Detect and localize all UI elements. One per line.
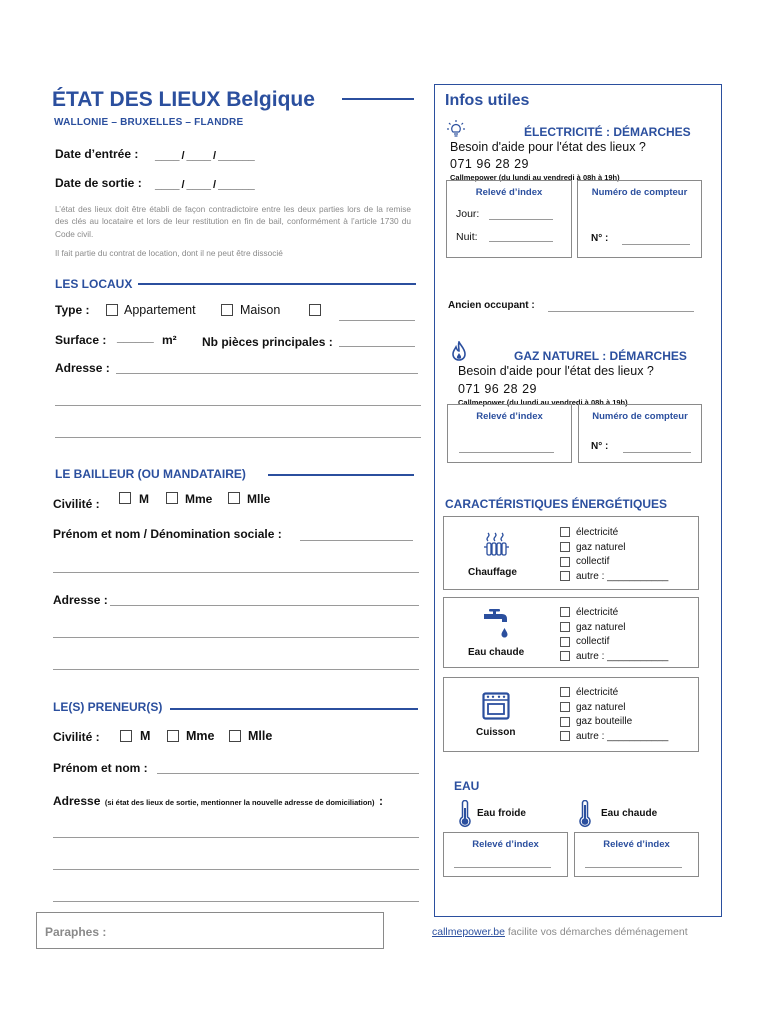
cuisson-opt-bouteille[interactable]: gaz bouteille <box>560 715 668 730</box>
eau-chaude-releve-header: Relevé d’index <box>603 839 670 850</box>
gaz-compteur-box <box>578 404 702 463</box>
faucet-icon <box>482 608 512 645</box>
preneurs-mlle-label: Mlle <box>248 729 273 743</box>
gaz-numero-label: N° : <box>591 441 609 452</box>
bailleur-adresse-line-1[interactable] <box>110 605 419 606</box>
carac-heading: CARACTÉRISTIQUES ÉNERGÉTIQUES <box>445 497 668 511</box>
intro-text: L’état des lieux doit être établi de façon contradictoire entre les deux parties lors de la remise des clés au locataire et lors de leur restitution en fin de bail, conformément à l’article 1730 du Code civil. <box>55 204 411 239</box>
title-underline <box>342 98 414 100</box>
bailleur-mme-label: Mme <box>185 492 213 506</box>
paraphes-box[interactable] <box>36 912 384 949</box>
bailleur-mme-checkbox[interactable] <box>166 492 178 504</box>
infos-title: Infos utiles <box>445 92 530 109</box>
eau-froide-releve-line[interactable] <box>454 867 551 868</box>
preneurs-heading: LE(S) PRENEUR(S) <box>53 700 163 714</box>
autre-type-line[interactable] <box>339 320 415 321</box>
gaz-compteur-header: Numéro de compteur <box>592 411 688 422</box>
eau-chaude-releve-line[interactable] <box>585 867 682 868</box>
preneurs-nom-label: Prénom et nom : <box>53 761 148 775</box>
callmepower-link[interactable]: callmepower.be <box>432 926 505 938</box>
preneurs-nom-line[interactable] <box>157 773 419 774</box>
type-label: Type : <box>55 303 90 317</box>
surface-field[interactable]: ______ <box>117 332 154 344</box>
maison-label: Maison <box>240 303 281 317</box>
preneurs-heading-line <box>170 708 418 710</box>
chauffage-opt-electricite[interactable]: électricité <box>560 526 668 541</box>
bailleur-adresse-line-2[interactable] <box>53 637 419 638</box>
elec-hours: Callmepower (du lundi au vendredi à 08h à 19h) <box>450 173 620 182</box>
bailleur-adresse-line-3[interactable] <box>53 669 419 670</box>
gaz-phone[interactable]: 071 96 28 29 <box>458 382 537 396</box>
chauffage-opt-autre[interactable]: autre : ___________ <box>560 570 668 585</box>
elec-nuit-label: Nuit: <box>456 231 478 243</box>
intro-text-2: Il fait partie du contrat de location, dont il ne peut être dissocié <box>55 248 283 258</box>
locaux-adresse-line-3[interactable] <box>55 437 421 438</box>
ancien-occupant-label: Ancien occupant : <box>448 300 535 311</box>
bailleur-m-label: M <box>139 492 149 506</box>
oven-icon <box>482 692 510 725</box>
chauffage-opt-collectif[interactable]: collectif <box>560 555 668 570</box>
elec-nuit-line[interactable] <box>489 241 553 242</box>
locaux-heading: LES LOCAUX <box>55 277 133 291</box>
autre-type-checkbox[interactable] <box>309 304 321 316</box>
cuisson-opt-autre[interactable]: autre : ___________ <box>560 730 668 745</box>
gaz-numero-line[interactable] <box>623 452 691 453</box>
footer-text: facilite vos démarches déménagement <box>507 926 688 938</box>
bailleur-heading-line <box>268 474 414 476</box>
nb-pieces-line[interactable] <box>339 346 415 347</box>
eau-froide-releve-box <box>443 832 568 877</box>
gaz-releve-header: Relevé d’index <box>476 411 543 422</box>
preneurs-adresse-row: Adresse (si état des lieux de sortie, mentionner la nouvelle adresse de domiciliation) : <box>53 794 383 808</box>
eau-chaude-opt-electricite[interactable]: électricité <box>560 606 668 621</box>
eau-heading: EAU <box>454 779 480 793</box>
eau-chaude-opt-gaz[interactable]: gaz naturel <box>560 621 668 636</box>
radiator-icon <box>484 531 510 562</box>
elec-numero-label: N° : <box>591 233 609 244</box>
eau-froide-label: Eau froide <box>477 808 526 819</box>
gaz-help-text: Besoin d'aide pour l'état des lieux ? <box>458 364 654 378</box>
preneurs-mme-label: Mme <box>186 729 215 743</box>
bailleur-mlle-label: Mlle <box>247 492 271 506</box>
elec-numero-line[interactable] <box>622 244 690 245</box>
chauffage-opt-gaz[interactable]: gaz naturel <box>560 541 668 556</box>
preneurs-mme-checkbox[interactable] <box>167 730 179 742</box>
locaux-adresse-label: Adresse : <box>55 361 110 375</box>
ancien-occupant-line[interactable] <box>548 311 694 312</box>
page-title: ÉTAT DES LIEUX Belgique <box>52 88 315 111</box>
eau-chaude-opt-collectif[interactable]: collectif <box>560 635 668 650</box>
bailleur-adresse-label: Adresse : <box>53 593 108 607</box>
preneurs-mlle-checkbox[interactable] <box>229 730 241 742</box>
surface-unit: m² <box>162 333 177 347</box>
page-subtitle: WALLONIE – BRUXELLES – FLANDRE <box>54 117 244 128</box>
gaz-hours: Callmepower (du lundi au vendredi à 08h à 19h) <box>458 398 628 407</box>
date-sortie-label: Date de sortie : <box>55 176 142 190</box>
cuisson-opt-gaz[interactable]: gaz naturel <box>560 701 668 716</box>
preneurs-adresse-line-2[interactable] <box>53 869 419 870</box>
preneurs-adresse-line-1[interactable] <box>53 837 419 838</box>
elec-compteur-header: Numéro de compteur <box>591 187 688 198</box>
eau-chaude-releve-box <box>574 832 699 877</box>
appartement-label: Appartement <box>124 303 196 317</box>
chauffage-label: Chauffage <box>468 567 517 578</box>
locaux-adresse-line-2[interactable] <box>55 405 421 406</box>
locaux-adresse-line-1[interactable] <box>116 373 418 374</box>
footer <box>432 926 688 938</box>
gaz-releve-line[interactable] <box>459 452 554 453</box>
cuisson-opt-electricite[interactable]: électricité <box>560 686 668 701</box>
eau-chaude-label: Eau chaude <box>468 647 525 658</box>
appartement-checkbox[interactable] <box>106 304 118 316</box>
cuisson-label: Cuisson <box>476 727 516 738</box>
elec-help-text: Besoin d'aide pour l'état des lieux ? <box>450 140 646 154</box>
surface-label: Surface : <box>55 333 107 347</box>
gaz-heading: GAZ NATUREL : DÉMARCHES <box>514 349 687 363</box>
maison-checkbox[interactable] <box>221 304 233 316</box>
elec-heading: ÉLECTRICITÉ : DÉMARCHES <box>524 125 691 139</box>
elec-jour-label: Jour: <box>456 208 480 220</box>
eau-chaude-options <box>560 606 668 665</box>
chauffage-options <box>560 526 668 585</box>
preneurs-m-checkbox[interactable] <box>120 730 132 742</box>
eau-froide-releve-header: Relevé d’index <box>472 839 539 850</box>
bailleur-nom-label: Prénom et nom / Dénomination sociale : <box>53 527 282 541</box>
bailleur-nom-line-1[interactable] <box>300 540 413 541</box>
eau-chaude-opt-autre[interactable]: autre : ___________ <box>560 650 668 665</box>
preneurs-adresse-line-3[interactable] <box>53 901 419 902</box>
gaz-releve-box <box>447 404 572 463</box>
thermometer-hot-icon <box>578 800 592 833</box>
elec-releve-box <box>446 180 572 258</box>
flame-icon <box>451 341 467 366</box>
bailleur-civilite-label: Civilité : <box>53 497 100 511</box>
locaux-heading-line <box>138 283 416 285</box>
bailleur-m-checkbox[interactable] <box>119 492 131 504</box>
bailleur-heading: LE BAILLEUR (OU MANDATAIRE) <box>55 467 246 481</box>
bailleur-nom-line-2[interactable] <box>53 572 419 573</box>
date-entree-field[interactable]: ____ / ____ / ______ <box>155 150 255 162</box>
paraphes-label: Paraphes : <box>45 925 107 939</box>
date-sortie-field[interactable]: ____ / ____ / ______ <box>155 179 255 191</box>
nb-pieces-label: Nb pièces principales : <box>202 335 333 349</box>
elec-compteur-box <box>577 180 702 258</box>
preneurs-civilite-label: Civilité : <box>53 730 100 744</box>
elec-jour-line[interactable] <box>489 219 553 220</box>
cuisson-options <box>560 686 668 745</box>
thermometer-cold-icon <box>458 800 472 833</box>
elec-phone[interactable]: 071 96 28 29 <box>450 157 529 171</box>
preneurs-m-label: M <box>140 729 151 743</box>
eau-chaude-water-label: Eau chaude <box>601 808 658 819</box>
bailleur-mlle-checkbox[interactable] <box>228 492 240 504</box>
elec-releve-header: Relevé d’index <box>475 187 543 198</box>
date-entree-label: Date d’entrée : <box>55 147 139 161</box>
